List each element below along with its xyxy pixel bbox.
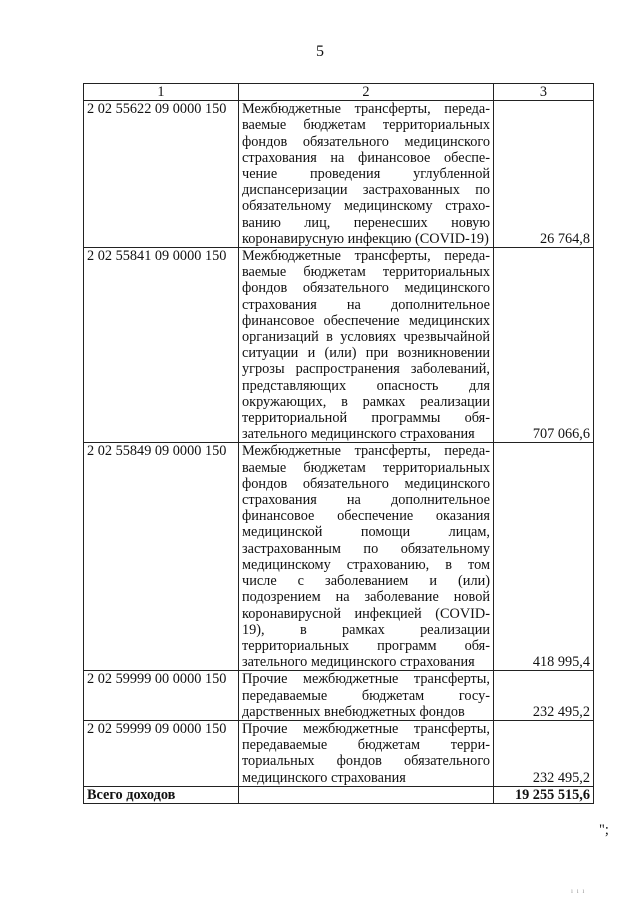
scan-mark: ı ı ı (571, 887, 586, 895)
revenue-description: Прочие межбюджетные трансферты, передаваемые бюджетам госу-дарственных внебюджетных фондов (239, 671, 494, 721)
column-header-code: 1 (84, 84, 239, 101)
closing-quote: "; (599, 822, 609, 838)
table-header-row (84, 84, 594, 101)
revenue-description: Прочие межбюджетные трансферты, передаваемые бюджетам терри-ториальных фондов обязательного медицинского страхования (239, 720, 494, 786)
revenue-description: Межбюджетные трансферты, переда-ваемые бюджетам территориальных фондов обязательного медицинского страхования на финансовое обеспе-чение проведения углубленной диспансеризации застрахованных по обязательному медицинскому страхо-ванию лиц, перенесших новую коронавирусную инфекцию (COVID-19) (239, 101, 494, 248)
table-row (84, 671, 594, 721)
table-row (84, 101, 594, 248)
revenue-amount: 232 495,2 (494, 720, 594, 786)
revenue-description: Межбюджетные трансферты, переда-ваемые бюджетам территориальных фондов обязательного медицинского страхования на дополнительное финансовое обеспечение медицинских организаций в условиях чрезвычайной ситуации и (или) при возникновении угрозы распространения заболеваний, представляющих опасность для окружающих, в рамках реализации территориальной программы обя-зательного медицинского страхования (239, 248, 494, 443)
budget-code: 2 02 59999 00 0000 150 (84, 671, 239, 721)
revenue-description: Межбюджетные трансферты, переда-ваемые бюджетам территориальных фондов обязательного медицинского страхования на дополнительное финансовое обеспечение оказания медицинской помощи лицам, застрахованным по обязательному медицинскому страхованию, в том числе с заболеванием и (или) подозрением на заболевание новой коронавирусной инфекцией (COVID-19), в рамках реализации территориальных программ обя-зательного медицинского страхования (239, 443, 494, 671)
total-label: Всего доходов (84, 786, 239, 803)
budget-code: 2 02 55622 09 0000 150 (84, 101, 239, 248)
column-header-name: 2 (239, 84, 494, 101)
revenue-amount: 26 764,8 (494, 101, 594, 248)
table-row (84, 720, 594, 786)
total-amount: 19 255 515,6 (494, 786, 594, 803)
total-row (84, 786, 594, 803)
revenue-amount: 418 995,4 (494, 443, 594, 671)
page-number: 5 (316, 43, 324, 60)
budget-code: 2 02 59999 09 0000 150 (84, 720, 239, 786)
revenue-table (83, 83, 594, 804)
budget-code: 2 02 55849 09 0000 150 (84, 443, 239, 671)
budget-code: 2 02 55841 09 0000 150 (84, 248, 239, 443)
revenue-amount: 707 066,6 (494, 248, 594, 443)
column-header-sum: 3 (494, 84, 594, 101)
total-empty-cell (239, 786, 494, 803)
revenue-amount: 232 495,2 (494, 671, 594, 721)
table-row (84, 443, 594, 671)
table-row (84, 248, 594, 443)
